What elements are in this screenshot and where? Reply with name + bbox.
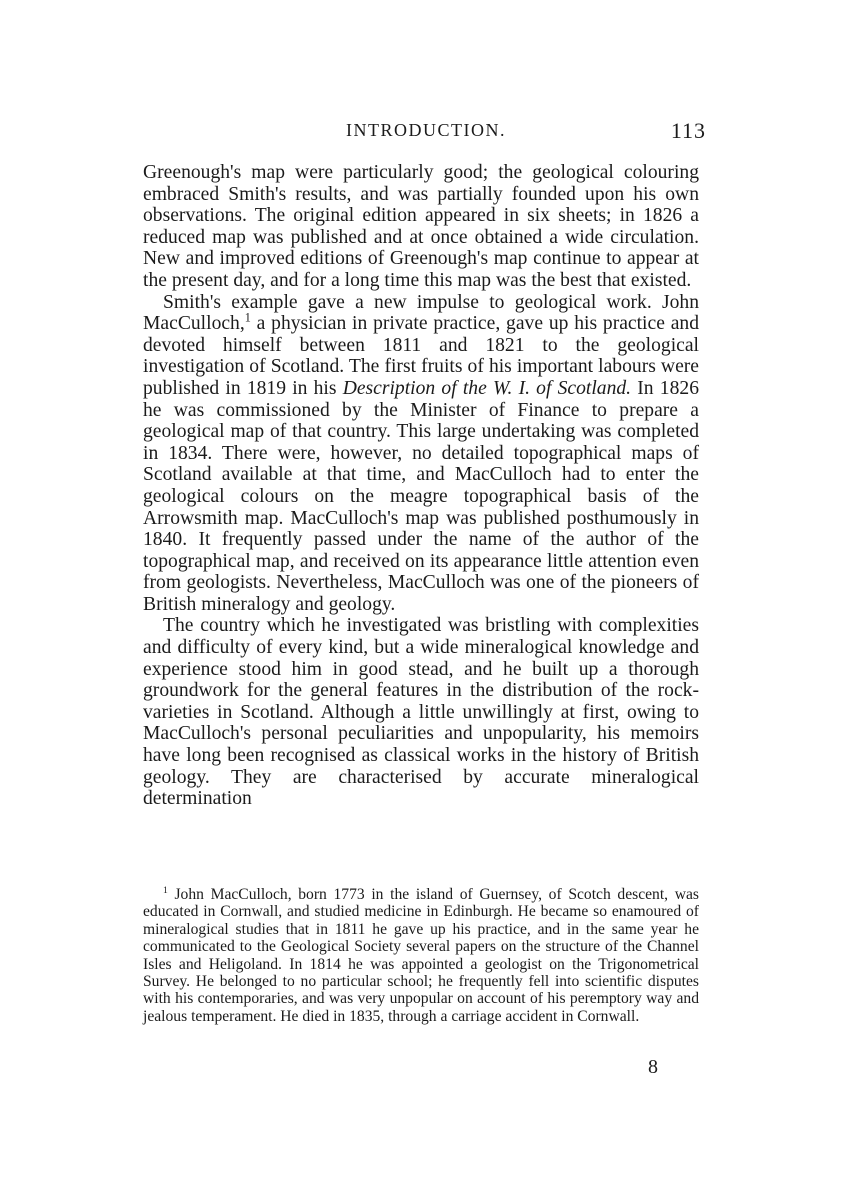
paragraph [143, 162, 699, 292]
signature-mark: 8 [648, 1056, 658, 1078]
paragraph [143, 615, 699, 809]
page-number: 113 [670, 118, 706, 143]
footnote-mark: 1 [163, 884, 168, 896]
paragraph-text: a physician in private practice, gave up his practice and devoted himself between 1811 and 1821 to the geological investigation of Scotland. The first fruits of his important labours were published in 1819 in his [143, 313, 699, 399]
paragraph-text: Greenough's map were particularly good; the geological colouring embraced Smith's results, and was partially founded upon his own observations. The original edition appeared in six sheets; in 1826 a reduced map was published and at once obtained a wide circulation. New and improved editions of Greenough's map continue to appear at the present day, and for a long time this map was the best that existed. [143, 162, 699, 291]
footnote-reference: 1 [244, 310, 251, 325]
running-title: INTRODUCTION. [346, 120, 506, 140]
paragraph-text: Smith's example gave a new impulse to geological work. John MacCulloch, [143, 291, 699, 335]
running-head [142, 118, 710, 146]
footnote-text: John MacCulloch, born 1773 in the island of Guernsey, of Scotch descent, was educated in Cornwall, and studied medicine in Edinburgh. He became so enamoured of mineralogical studies that in 1811 he gave up his practice, and in the same year he communicated to the Geological Society several papers on the structure of the Channel Isles and Heligoland. In 1814 he was appointed a geologist on the Trigonometrical Survey. He belonged to no particular school; he frequently fell into scientific disputes with his contemporaries, and was very unpopular on account of his peremptory way and jealous temperament. He died in 1835, through a carriage accident in Cornwall. [143, 886, 699, 1025]
paragraph-text: The country which he investigated was bristling with complexities and difficulty of every kind, but a wide mineralogical knowledge and experience stood him in good stead, and he built up a thorough groundwork for the general features in the distribution of the rock-varieties in Scotland. Although a little unwillingly at first, owing to MacCulloch's personal peculiarities and unpopularity, his memoirs have long been recognised as classical works in the history of British geology. They are characterised by accurate mineralogical determination [143, 615, 699, 810]
paragraph-text: In 1826 he was commissioned by the Minister of Finance to prepare a geological map of that country. This large undertaking was completed in 1834. There were, however, no detailed topographical maps of Scotland available at that time, and MacCulloch had to enter the geological colours on the meagre topographical basis of the Arrowsmith map. MacCulloch's map was published posthumously in 1840. It frequently passed under the name of the author of the topographical map, and received on its appearance little attention even from geologists. Nevertheless, MacCulloch was one of the pioneers of British mineralogy and geology. [143, 377, 699, 615]
footnote [143, 886, 699, 1025]
main-text [143, 162, 699, 810]
footnotes [143, 886, 699, 1025]
paragraph [143, 292, 699, 616]
book-title: Description of the W. I. of Scotland. [342, 377, 632, 399]
